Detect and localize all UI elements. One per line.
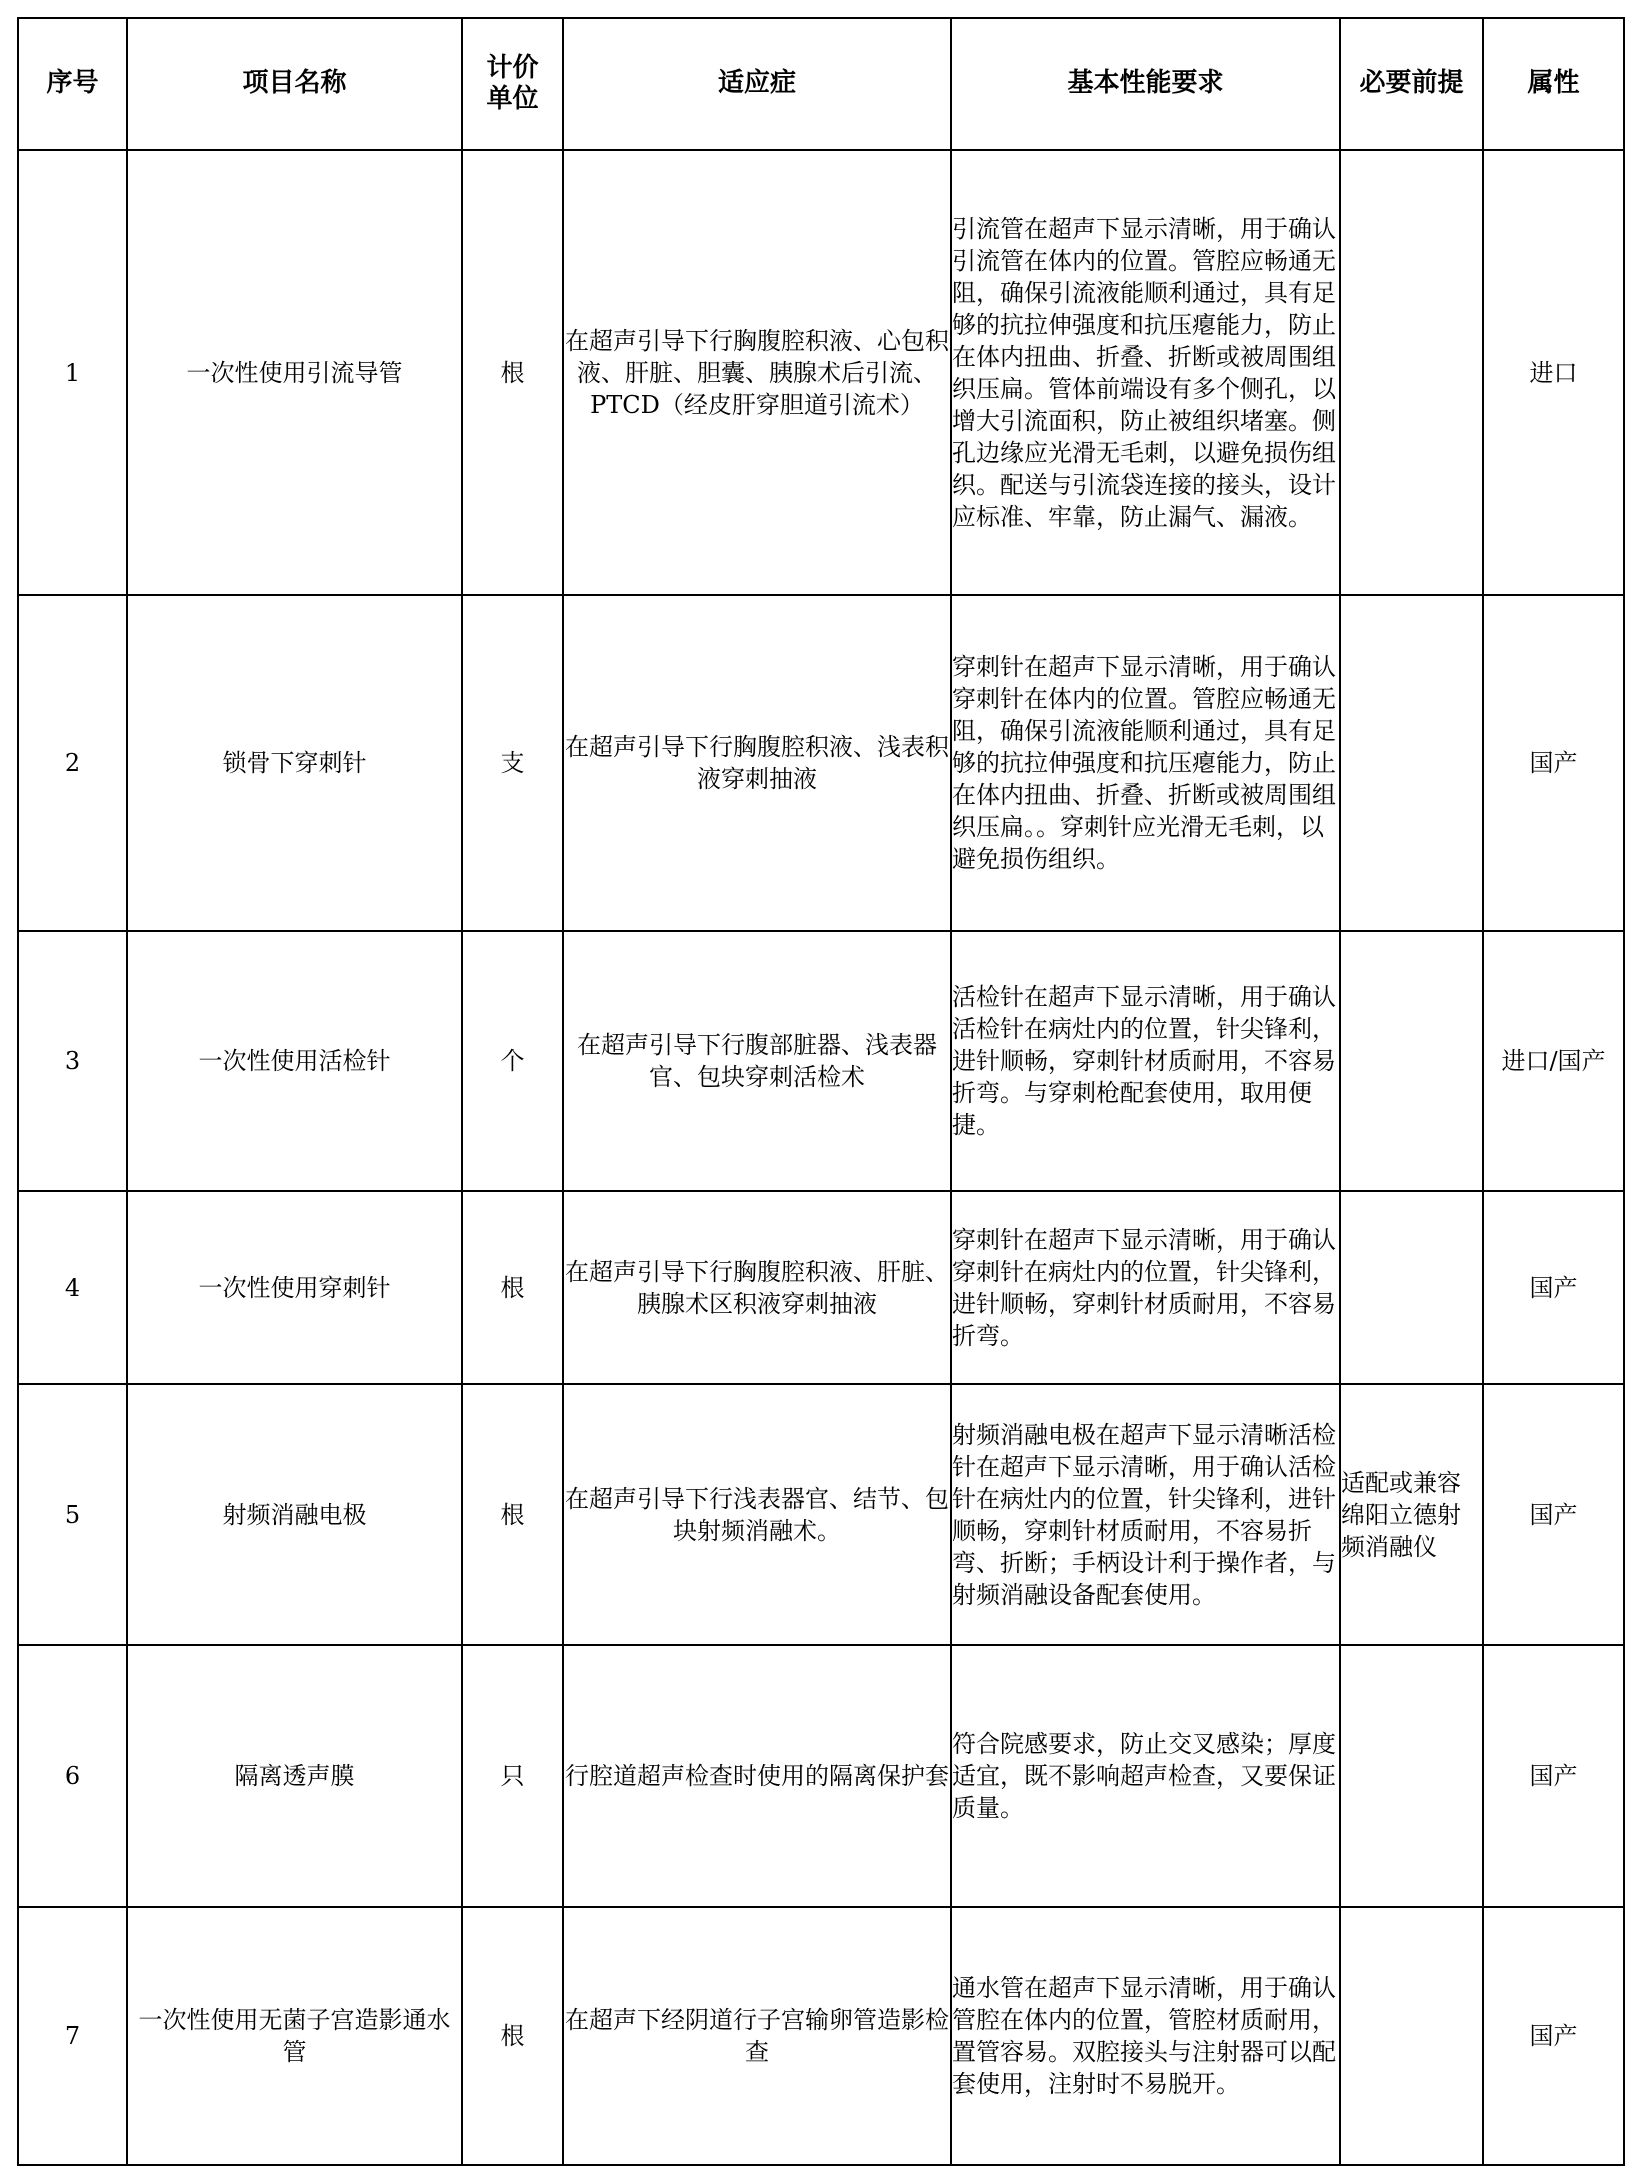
row-name: 一次性使用无菌子宫造影通水管: [127, 1907, 462, 2165]
row-name: 射频消融电极: [127, 1384, 462, 1645]
row-indication: 在超声下经阴道行子宫输卵管造影检查: [563, 1907, 951, 2165]
row-seq: 2: [18, 595, 127, 931]
row-name: 锁骨下穿刺针: [127, 595, 462, 931]
row-attribute: 国产: [1483, 1907, 1624, 2165]
row-requirements: 穿刺针在超声下显示清晰，用于确认穿刺针在体内的位置。管腔应畅通无阻，确保引流液能顺利通过，具有足够的抗拉伸强度和抗压瘪能力，防止在体内扭曲、折叠、折断或被周围组织压扁。。穿刺针应光滑无毛刺，以避免损伤组织。: [951, 595, 1340, 931]
row-requirements: 活检针在超声下显示清晰，用于确认活检针在病灶内的位置，针尖锋利，进针顺畅，穿刺针材质耐用，不容易折弯。与穿刺枪配套使用，取用便捷。: [951, 931, 1340, 1191]
row-name: 隔离透声膜: [127, 1645, 462, 1907]
row-requirements: 符合院感要求，防止交叉感染；厚度适宜，既不影响超声检查，又要保证质量。: [951, 1645, 1340, 1907]
row-unit: 根: [462, 1384, 563, 1645]
row-attribute: 进口/国产: [1483, 931, 1624, 1191]
table-row: [18, 1384, 1624, 1645]
row-prerequisite: [1340, 150, 1483, 595]
table-row: [18, 150, 1624, 595]
header-requirements: 基本性能要求: [951, 18, 1340, 150]
row-indication: 在超声引导下行浅表器官、结节、包块射频消融术。: [563, 1384, 951, 1645]
row-prerequisite: [1340, 595, 1483, 931]
row-prerequisite: [1340, 1645, 1483, 1907]
table-row: [18, 595, 1624, 931]
row-name: 一次性使用活检针: [127, 931, 462, 1191]
row-seq: 6: [18, 1645, 127, 1907]
row-prerequisite: [1340, 931, 1483, 1191]
row-seq: 7: [18, 1907, 127, 2165]
row-seq: 3: [18, 931, 127, 1191]
row-attribute: 国产: [1483, 1645, 1624, 1907]
row-name: 一次性使用穿刺针: [127, 1191, 462, 1384]
header-unit-line2: 单位: [486, 84, 539, 114]
row-unit: 只: [462, 1645, 563, 1907]
row-seq: 4: [18, 1191, 127, 1384]
header-unit: [462, 18, 563, 150]
row-unit: 支: [462, 595, 563, 931]
row-indication: 在超声引导下行腹部脏器、浅表器官、包块穿刺活检术: [563, 931, 951, 1191]
row-requirements: 通水管在超声下显示清晰，用于确认管腔在体内的位置，管腔材质耐用，置管容易。双腔接头与注射器可以配套使用，注射时不易脱开。: [951, 1907, 1340, 2165]
row-indication: 在超声引导下行胸腹腔积液、浅表积液穿刺抽液: [563, 595, 951, 931]
row-prerequisite: [1340, 1191, 1483, 1384]
row-unit: 根: [462, 1191, 563, 1384]
row-unit: 根: [462, 1907, 563, 2165]
row-indication: 在超声引导下行胸腹腔积液、心包积液、肝脏、胆囊、胰腺术后引流、PTCD（经皮肝穿胆道引流术）: [563, 150, 951, 595]
row-attribute: 进口: [1483, 150, 1624, 595]
row-attribute: 国产: [1483, 1384, 1624, 1645]
row-seq: 1: [18, 150, 127, 595]
header-attribute: 属性: [1483, 18, 1624, 150]
row-requirements: 射频消融电极在超声下显示清晰活检针在超声下显示清晰，用于确认活检针在病灶内的位置，针尖锋利，进针顺畅，穿刺针材质耐用，不容易折弯、折断；手柄设计利于操作者，与射频消融设备配套使用。: [951, 1384, 1340, 1645]
table-row: [18, 1645, 1624, 1907]
row-requirements: 引流管在超声下显示清晰，用于确认引流管在体内的位置。管腔应畅通无阻，确保引流液能顺利通过，具有足够的抗拉伸强度和抗压瘪能力，防止在体内扭曲、折叠、折断或被周围组织压扁。管体前端设有多个侧孔，以增大引流面积，防止被组织堵塞。侧孔边缘应光滑无毛刺，以避免损伤组织。配送与引流袋连接的接头，设计应标准、牢靠，防止漏气、漏液。: [951, 150, 1340, 595]
header-unit-line1: 计价: [486, 52, 539, 83]
row-attribute: 国产: [1483, 595, 1624, 931]
row-attribute: 国产: [1483, 1191, 1624, 1384]
table-row: [18, 1191, 1624, 1384]
row-unit: 个: [462, 931, 563, 1191]
consumables-spec-table: [17, 17, 1625, 2166]
table-row: [18, 1907, 1624, 2165]
header-seq: 序号: [18, 18, 127, 150]
row-seq: 5: [18, 1384, 127, 1645]
row-prerequisite: 适配或兼容绵阳立德射频消融仪: [1340, 1384, 1483, 1645]
row-prerequisite: [1340, 1907, 1483, 2165]
row-requirements: 穿刺针在超声下显示清晰，用于确认穿刺针在病灶内的位置，针尖锋利，进针顺畅，穿刺针材质耐用，不容易折弯。: [951, 1191, 1340, 1384]
row-indication: 在超声引导下行胸腹腔积液、肝脏、胰腺术区积液穿刺抽液: [563, 1191, 951, 1384]
table-header-row: [18, 18, 1624, 150]
row-unit: 根: [462, 150, 563, 595]
header-indication: 适应症: [563, 18, 951, 150]
header-prerequisite: 必要前提: [1340, 18, 1483, 150]
row-name: 一次性使用引流导管: [127, 150, 462, 595]
row-indication: 行腔道超声检查时使用的隔离保护套: [563, 1645, 951, 1907]
header-name: 项目名称: [127, 18, 462, 150]
table-row: [18, 931, 1624, 1191]
